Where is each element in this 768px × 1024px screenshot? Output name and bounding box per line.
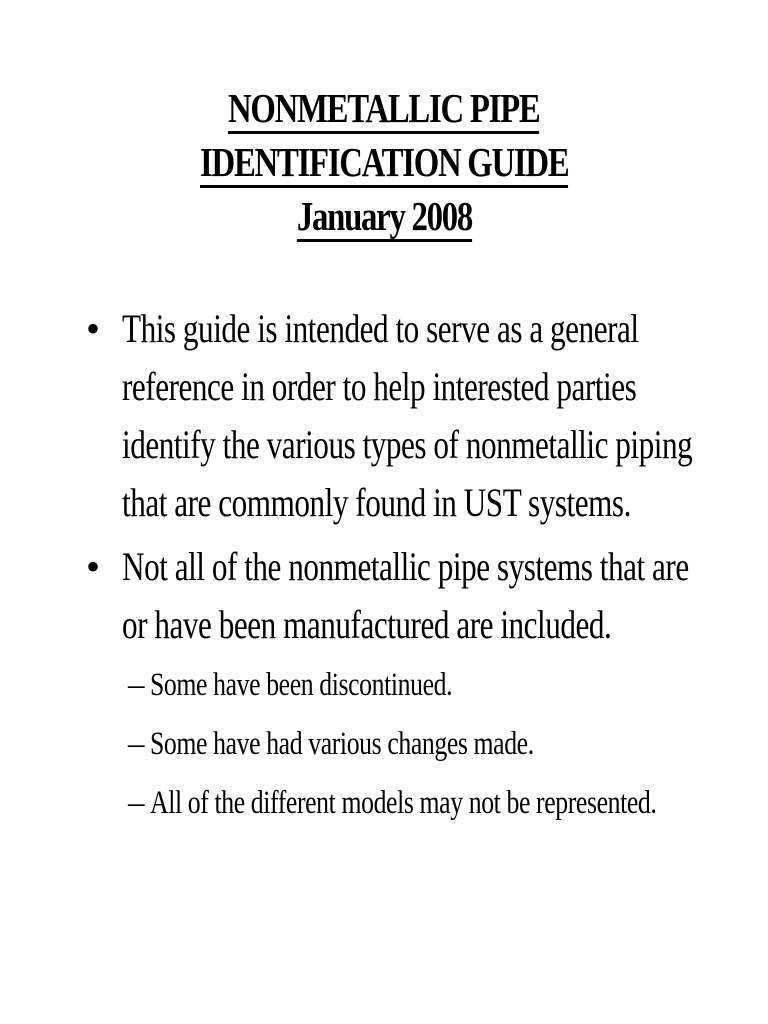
sub-bullet-item xyxy=(128,721,706,768)
title-line-1: NONMETALLIC PIPE xyxy=(228,88,540,134)
title-line-2: IDENTIFICATION GUIDE xyxy=(200,142,568,188)
bullet-marker: • xyxy=(86,306,101,351)
bullet-text: This guide is intended to serve as a general reference in order to help interested parties identify the various types of nonmetallic piping that are commonly found in UST systems. xyxy=(122,306,693,525)
sub-bullet-list xyxy=(128,662,706,827)
bullet-list xyxy=(86,300,706,839)
title-row-1 xyxy=(0,85,768,142)
bullet-marker: • xyxy=(86,544,101,589)
bullet-item xyxy=(86,538,706,654)
bullet-text: Not all of the nonmetallic pipe systems that are or have been manufactured are included. xyxy=(122,544,689,647)
sub-bullet-text: Some have been discontinued. xyxy=(150,667,453,703)
title-row-3 xyxy=(0,193,768,250)
title-row-2 xyxy=(0,139,768,196)
title-date: January 2008 xyxy=(296,196,471,242)
sub-bullet-text: All of the different models may not be represented. xyxy=(150,785,657,821)
sub-bullet-text: Some have had various changes made. xyxy=(150,726,534,762)
sub-bullet-marker: – xyxy=(128,726,145,762)
title-block xyxy=(0,85,768,250)
sub-bullet-marker: – xyxy=(128,785,145,821)
sub-bullet-item xyxy=(128,662,706,709)
sub-bullet-marker: – xyxy=(128,667,145,703)
bullet-item xyxy=(86,300,706,532)
sub-bullet-item xyxy=(128,780,706,827)
